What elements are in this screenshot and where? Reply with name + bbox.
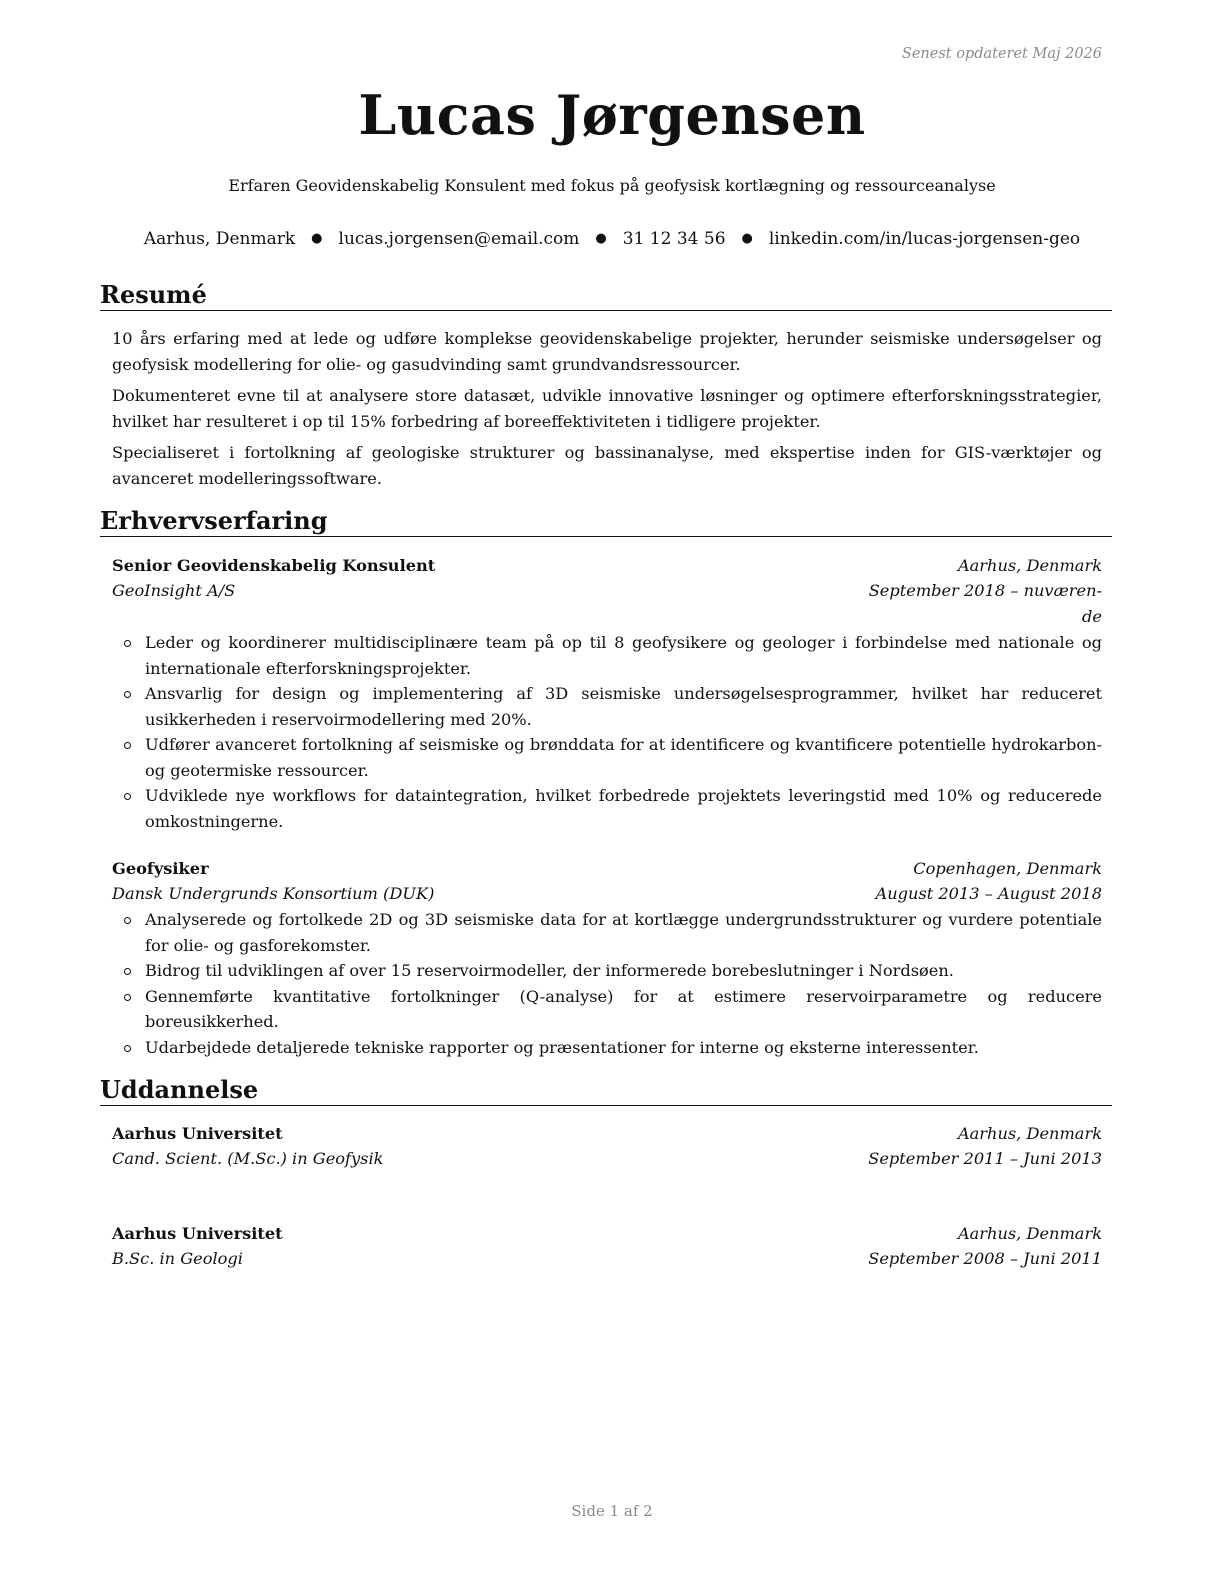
last-updated: Senest opdateret Maj 2026	[901, 46, 1102, 62]
education-location: Aarhus, Denmark	[957, 1124, 1102, 1143]
section-title-experience: Erhvervserfaring	[100, 507, 1112, 537]
education-location: Aarhus, Denmark	[957, 1224, 1102, 1243]
education-dates: September 2011 – Juni 2013	[868, 1149, 1102, 1168]
education-degree: Cand. Scient. (M.Sc.) in Geofysik	[112, 1149, 384, 1168]
job-location: Copenhagen, Denmark	[913, 859, 1102, 878]
candidate-name: Lucas Jørgensen	[358, 83, 866, 147]
list-item: Gennemførte kvantitative fortolkninger (Q-analyse) for at estimere reservoirparametre og reducere boreusikkerhed.	[112, 984, 1102, 1035]
education-school: Aarhus Universitet	[112, 1224, 283, 1243]
education-degree: B.Sc. in Geologi	[112, 1249, 243, 1268]
job-company: GeoInsight A/S	[112, 581, 236, 600]
job-company: Dansk Undergrunds Konsortium (DUK)	[112, 884, 435, 903]
contact-email[interactable]: lucas.jorgensen@email.com	[338, 229, 580, 249]
education-dates: September 2008 – Juni 2011	[868, 1249, 1102, 1268]
list-item: Analyserede og fortolkede 2D og 3D seismiske data for at kortlægge undergrundsstrukturer og vurdere potentiale for olie- og gasforekomster.	[112, 907, 1102, 958]
list-item: Udarbejdede detaljerede tekniske rapporter og præsentationer for interne og eksterne interessenter.	[112, 1035, 1102, 1061]
job-role: Senior Geovidenskabelig Konsulent	[112, 556, 436, 575]
contact-phone[interactable]: 31 12 34 56	[622, 229, 726, 249]
contact-line	[0, 229, 1224, 249]
list-item: Leder og koordinerer multidisciplinære team på op til 8 geofysikere og geologer i forbindelse med nationale og internationale efterforskningsprojekter.	[112, 630, 1102, 681]
bullet-separator-icon: ●	[595, 231, 607, 246]
tagline: Erfaren Geovidenskabelig Konsulent med fokus på geofysisk kortlægning og ressourceanalyse	[228, 176, 996, 195]
bullet-separator-icon: ●	[311, 231, 323, 246]
education-school: Aarhus Universitet	[112, 1124, 283, 1143]
list-item: Bidrog til udviklingen af over 15 reservoirmodeller, der informerede borebeslutninger i Nordsøen.	[112, 958, 1102, 984]
page-number: Side 1 af 2	[571, 1502, 653, 1520]
job-dates: August 2013 – August 2018	[875, 884, 1102, 903]
bullet-separator-icon: ●	[741, 231, 753, 246]
contact-linkedin[interactable]: linkedin.com/in/lucas-jorgensen-geo	[768, 229, 1081, 249]
list-item: Udviklede nye workflows for dataintegration, hvilket forbedrede projektets leveringstid med 10% og reducerede omkostningerne.	[112, 783, 1102, 834]
job-dates: September 2018 – nuværen-de	[868, 581, 1102, 626]
list-item: Ansvarlig for design og implementering af 3D seismiske undersøgelsesprogrammer, hvilket har reduceret usikkerheden i reservoirmodellering med 20%.	[112, 681, 1102, 732]
summary-paragraph: Dokumenteret evne til at analysere store datasæt, udvikle innovative løsninger og optimere efterforskningsstrategier, hvilket har resulteret i op til 15% forbedring af boreeffektiviteten i tidligere projekter.	[112, 386, 1102, 431]
job-bullets	[112, 907, 1102, 1060]
job-role: Geofysiker	[112, 859, 209, 878]
summary-paragraph: Specialiseret i fortolkning af geologiske strukturer og bassinanalyse, med ekspertise inden for GIS-værktøjer og avanceret modelleringssoftware.	[112, 443, 1102, 488]
job-bullets	[112, 630, 1102, 834]
summary-paragraph: 10 års erfaring med at lede og udføre komplekse geovidenskabelige projekter, herunder seismiske undersøgelser og geofysisk modellering for olie- og gasudvinding samt grundvandsressourcer.	[112, 329, 1102, 374]
list-item: Udfører avanceret fortolkning af seismiske og brønddata for at identificere og kvantificere potentielle hydrokarbon- og geotermiske ressourcer.	[112, 732, 1102, 783]
contact-location: Aarhus, Denmark	[143, 229, 296, 249]
section-title-education: Uddannelse	[100, 1076, 1112, 1106]
section-title-summary: Resumé	[100, 281, 1112, 311]
job-location: Aarhus, Denmark	[957, 556, 1102, 575]
